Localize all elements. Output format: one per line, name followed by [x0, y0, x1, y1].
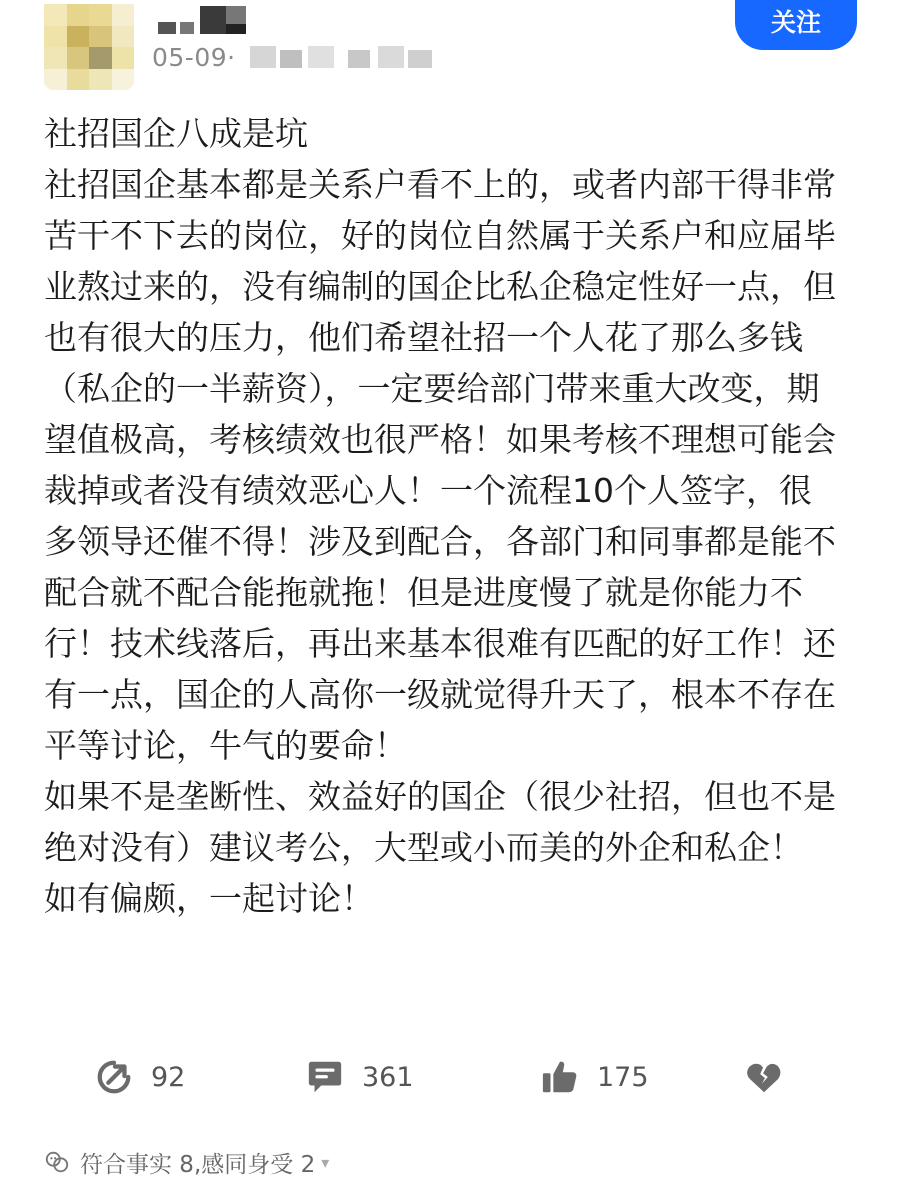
post-title: 社招国企八成是坑 [44, 114, 308, 153]
chevron-down-icon: ▾ [321, 1152, 330, 1172]
comment-count: 361 [362, 1061, 414, 1093]
reaction-summary-text: 符合事实 8,感同身受 2 [80, 1151, 316, 1178]
action-bar [0, 1052, 900, 1102]
post-body [44, 108, 844, 924]
post-paragraph: 如有偏颇，一起讨论！ [44, 879, 374, 918]
repost-count: 92 [151, 1061, 186, 1093]
comment-icon [306, 1058, 344, 1096]
like-count: 175 [597, 1061, 649, 1093]
username-blurred[interactable] [158, 4, 288, 34]
date-separator: · [227, 42, 236, 72]
post-paragraph: 如果不是垄断性、效益好的国企（很少社招，但也不是绝对没有）建议考公，大型或小而美的外企和私企！ [44, 777, 836, 867]
location-blurred [250, 42, 440, 72]
post-meta [152, 40, 440, 74]
repost-button[interactable] [95, 1052, 185, 1102]
dislike-button[interactable] [745, 1052, 783, 1102]
post-date: 05-09 [152, 42, 228, 72]
repost-icon [95, 1058, 133, 1096]
follow-button[interactable]: 关注 [735, 0, 857, 50]
post-paragraph: 社招国企基本都是关系户看不上的，或者内部干得非常苦干不下去的岗位，好的岗位自然属于关系户和应届毕业熬过来的，没有编制的国企比私企稳定性好一点，但也有很大的压力，他们希望社招一个人花了那么多钱（私企的一半薪资），一定要给部门带来重大改变，期望值极高，考核绩效也很严格！如果考核不理想可能会裁掉或者没有绩效恶心人！一个流程10个人签字，很多领导还催不得！涉及到配合，各部门和同事都是能不配合就不配合能拖就拖！但是进度慢了就是你能力不行！技术线落后，再出来基本很难有匹配的好工作！还有一点，国企的人高你一级就觉得升天了，根本不存在平等讨论，牛气的要命！ [44, 165, 836, 765]
thumbs-up-icon [541, 1058, 579, 1096]
reaction-icon [44, 1149, 70, 1175]
reaction-summary[interactable] [44, 1142, 329, 1182]
avatar[interactable] [44, 4, 134, 90]
comment-button[interactable] [306, 1052, 414, 1102]
broken-heart-icon [745, 1058, 783, 1096]
like-button[interactable] [541, 1052, 649, 1102]
